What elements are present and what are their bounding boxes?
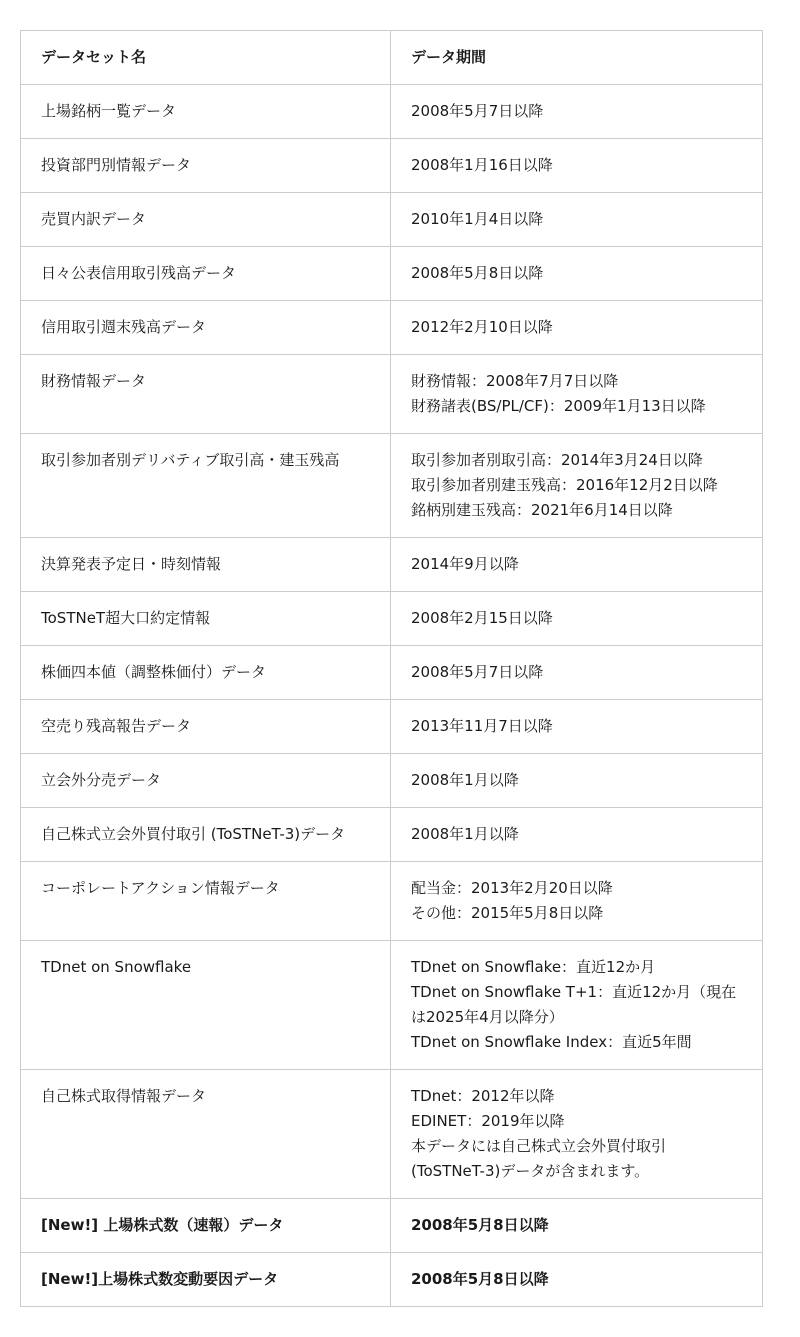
data-period-line: 財務諸表(BS/PL/CF)：2009年1月13日以降: [411, 397, 706, 415]
data-period-line: 銘柄別建玉残高：2021年6月14日以降: [411, 501, 673, 519]
data-period-cell: [391, 247, 763, 301]
data-period-cell: [391, 700, 763, 754]
dataset-name-cell: 上場銘柄一覧データ: [21, 85, 391, 139]
table-header-row: [21, 31, 763, 85]
table-row: [21, 85, 763, 139]
dataset-name-cell: 信用取引週末残高データ: [21, 301, 391, 355]
data-period-line: その他：2015年5月8日以降: [411, 904, 604, 922]
data-period-line: 配当金：2013年2月20日以降: [411, 879, 613, 897]
data-period-line: 2013年11月7日以降: [411, 717, 553, 735]
data-period-line: 2008年5月8日以降: [411, 1270, 549, 1288]
dataset-name-cell: 取引参加者別デリバティブ取引高・建玉残高: [21, 434, 391, 538]
table-row: [21, 538, 763, 592]
data-period-line: 取引参加者別建玉残高：2016年12月2日以降: [411, 476, 718, 494]
data-period-cell: [391, 193, 763, 247]
data-period-line: 2008年2月15日以降: [411, 609, 553, 627]
data-period-cell: [391, 1199, 763, 1253]
dataset-name-cell: 売買内訳データ: [21, 193, 391, 247]
dataset-name-cell: 日々公表信用取引残高データ: [21, 247, 391, 301]
data-period-line: TDnet on Snowflake Index：直近5年間: [411, 1033, 692, 1051]
dataset-name-cell: 株価四本値（調整株価付）データ: [21, 646, 391, 700]
data-period-cell: [391, 85, 763, 139]
table-row: [21, 1070, 763, 1199]
data-period-line: 2008年5月8日以降: [411, 264, 544, 282]
table-row: [21, 754, 763, 808]
dataset-name-cell: 自己株式取得情報データ: [21, 1070, 391, 1199]
data-period-line: TDnet on Snowflake T+1：直近12か月（現在は2025年4月以降分）: [411, 983, 737, 1026]
dataset-name-cell: コーポレートアクション情報データ: [21, 862, 391, 941]
data-period-cell: [391, 808, 763, 862]
data-period-cell: [391, 355, 763, 434]
data-period-line: 2008年5月7日以降: [411, 102, 544, 120]
dataset-name-cell: 財務情報データ: [21, 355, 391, 434]
data-period-line: 取引参加者別取引高：2014年3月24日以降: [411, 451, 703, 469]
data-period-line: TDnet on Snowflake：直近12か月: [411, 958, 656, 976]
table-row: [21, 700, 763, 754]
data-period-line: EDINET：2019年以降: [411, 1112, 565, 1130]
table-row: [21, 808, 763, 862]
data-period-line: 本データには自己株式立会外買付取引 (ToSTNeT-3)データが含まれます。: [411, 1137, 667, 1180]
dataset-name-cell: 投資部門別情報データ: [21, 139, 391, 193]
data-period-cell: [391, 301, 763, 355]
table-row: [21, 355, 763, 434]
data-period-line: 2008年1月16日以降: [411, 156, 553, 174]
dataset-name-cell: [New!]上場株式数変動要因データ: [21, 1253, 391, 1307]
data-period-cell: [391, 1253, 763, 1307]
column-header-data-period: データ期間: [391, 31, 763, 85]
data-period-line: 2010年1月4日以降: [411, 210, 544, 228]
data-period-cell: [391, 941, 763, 1070]
column-header-dataset-name: データセット名: [21, 31, 391, 85]
dataset-name-cell: 決算発表予定日・時刻情報: [21, 538, 391, 592]
dataset-name-cell: 空売り残高報告データ: [21, 700, 391, 754]
data-period-line: 2012年2月10日以降: [411, 318, 553, 336]
table-row: [21, 592, 763, 646]
table-row: [21, 301, 763, 355]
table-row: [21, 139, 763, 193]
data-period-line: 2008年1月以降: [411, 771, 519, 789]
dataset-name-cell: [New!] 上場株式数（速報）データ: [21, 1199, 391, 1253]
data-period-line: 2008年5月8日以降: [411, 1216, 549, 1234]
table-row: [21, 193, 763, 247]
data-period-cell: [391, 592, 763, 646]
table-row: [21, 646, 763, 700]
data-period-cell: [391, 754, 763, 808]
dataset-table-container: [20, 30, 762, 1307]
data-period-cell: [391, 646, 763, 700]
table-row: [21, 1199, 763, 1253]
dataset-name-cell: TDnet on Snowflake: [21, 941, 391, 1070]
data-period-line: 財務情報：2008年7月7日以降: [411, 372, 619, 390]
table-row: [21, 862, 763, 941]
data-period-line: 2014年9月以降: [411, 555, 519, 573]
data-period-line: 2008年1月以降: [411, 825, 519, 843]
table-row: [21, 1253, 763, 1307]
dataset-name-cell: 自己株式立会外買付取引 (ToSTNeT-3)データ: [21, 808, 391, 862]
dataset-name-cell: ToSTNeT超大口約定情報: [21, 592, 391, 646]
table-row: [21, 434, 763, 538]
data-period-cell: [391, 538, 763, 592]
dataset-name-cell: 立会外分売データ: [21, 754, 391, 808]
data-period-line: TDnet：2012年以降: [411, 1087, 555, 1105]
data-period-cell: [391, 139, 763, 193]
data-period-line: 2008年5月7日以降: [411, 663, 544, 681]
table-row: [21, 247, 763, 301]
dataset-table: [20, 30, 763, 1307]
data-period-cell: [391, 862, 763, 941]
table-row: [21, 941, 763, 1070]
data-period-cell: [391, 1070, 763, 1199]
table-body: [21, 85, 763, 1307]
data-period-cell: [391, 434, 763, 538]
